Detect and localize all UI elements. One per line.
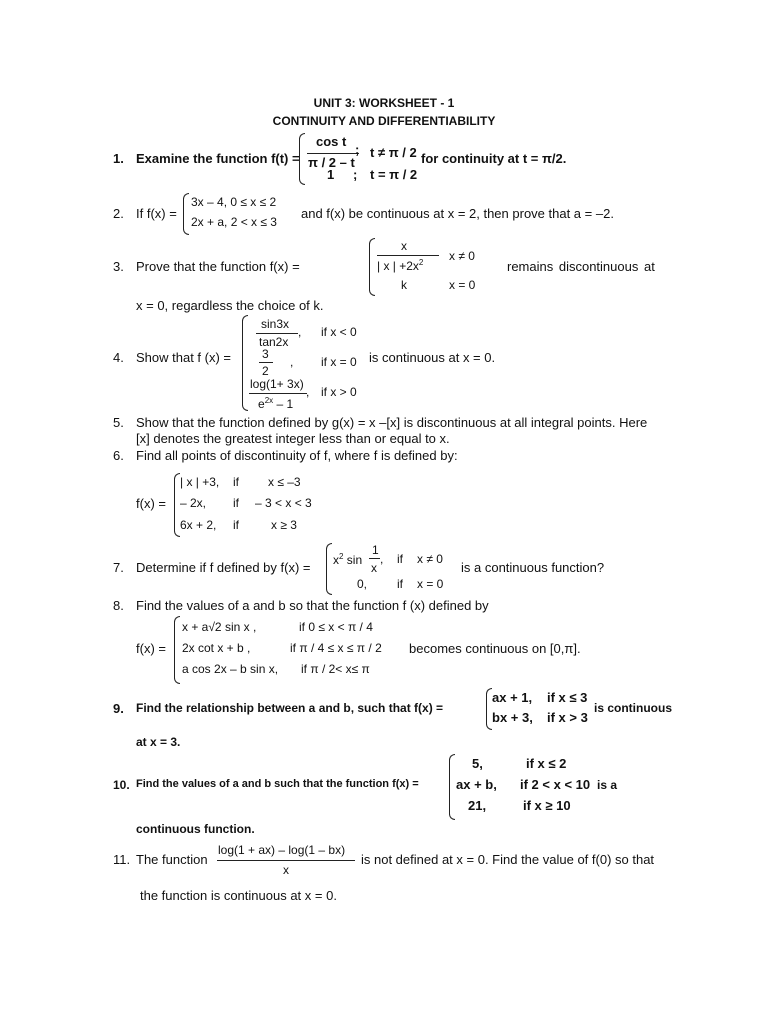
case-condition: if x ≥ 10 [523,798,571,813]
exponent: 2 [418,258,424,267]
fraction-denominator: π / 2 – t [308,155,355,170]
left-brace [449,754,455,820]
question-tail: and f(x) be continuous at x = 2, then prove that a = –2. [301,206,614,221]
question-number: 2. [113,206,124,221]
question-text: Prove that the function f(x) = [136,259,300,274]
case-if: if [397,552,403,566]
fraction-numerator: x [401,239,407,253]
comma: , [306,385,310,399]
worksheet-title: UNIT 3: WORKSHEET - 1 [313,96,455,110]
question-tail: is not defined at x = 0. Find the value of f(0) so that [361,852,655,867]
fraction-numerator: log(1+ 3x) [250,377,304,391]
fraction-bar [217,860,355,861]
case-expression: bx + 3, [492,710,533,725]
exponent: 2x [264,396,274,405]
condition: if x < 0 [321,325,357,339]
function-label: f(x) = [136,641,166,656]
question-line-2: continuous function. [136,822,255,836]
case-expression: x + a√2 sin x , [182,620,257,634]
case-expression: – 2x, [180,496,207,510]
fraction-numerator: 1 [372,543,379,557]
question-number: 11. [113,852,131,867]
case-expression: $x^2$ sin [333,552,363,567]
question-tail: is continuous at x = 0. [369,350,496,365]
condition: t = π / 2 [370,167,418,182]
case-condition: if 2 < x < 10 [520,777,591,792]
case-expression: 21, [468,798,487,813]
question-tail: is continuous [594,701,672,715]
condition: if x = 0 [321,355,357,369]
fraction-denominator: $e^{2x} - 1$ [258,396,294,411]
question-number: 4. [113,350,124,365]
question-number: 7. [113,560,124,575]
question-text: Determine if f defined by f(x) = [136,560,311,575]
question-number: 8. [113,598,124,613]
left-brace [183,193,189,235]
case-condition: if 0 ≤ x < π / 4 [299,620,373,634]
fraction-bar [377,255,439,256]
case-condition: – 3 < x < 3 [255,496,312,510]
question-text: Examine the function f(t) = [136,151,300,166]
comma: , [298,325,302,339]
case-row: 2x + a, 2 < x ≤ 3 [191,215,277,229]
question-number: 6. [113,448,124,463]
case-expression: 2x cot x + b , [182,641,251,655]
comma: , [290,355,294,369]
case-condition: x ≠ 0 [417,552,443,566]
question-text: Find the values of a and b such that the function f(x) = [136,778,419,790]
left-brace [242,315,248,411]
question-tail: for continuity at t = π/2. [421,151,567,166]
fraction-denominator: tan2x [259,335,289,349]
case-expression: ax + b, [456,777,497,792]
left-brace [369,238,375,296]
left-brace [174,616,180,684]
fraction-bar [249,393,307,394]
function-label: f(x) = [136,496,166,511]
condition: x ≠ 0 [449,249,475,263]
exponent: 2 [339,552,344,561]
case-if: if [397,577,403,591]
case-condition: x ≥ 3 [271,518,297,532]
case-row: 3x – 4, 0 ≤ x ≤ 2 [191,195,277,209]
condition: x = 0 [449,278,476,292]
question-text: Show that f (x) = [136,350,232,365]
case-condition: if π / 4 ≤ x ≤ π / 2 [290,641,382,655]
value: 1 [327,167,335,182]
question-number: 1. [113,151,124,166]
case-expression: 0, [357,577,368,591]
case-expression: | x | +3, [180,475,220,489]
separator: ; [353,167,358,182]
case-condition: if x ≤ 2 [526,756,567,771]
question-number: 3. [113,259,124,274]
question-text: Find the relationship between a and b, such that f(x) = [136,701,444,715]
case-expression: ax + 1, [492,690,533,705]
question-number: 10. [113,778,130,792]
question-tail: becomes continuous on [0,π]. [409,641,581,656]
separator: ; [355,142,360,157]
question-number: 5. [113,415,124,430]
question-text: The function [136,852,208,867]
fraction-numerator: log(1 + ax) – log(1 – bx) [218,843,346,857]
fraction-bar [307,153,359,154]
question-tail: remains discontinuous at [507,259,655,274]
fraction-numerator: 3 [262,347,269,361]
question-text: Find all points of discontinuity of f, where f is defined by: [136,448,458,463]
fraction-bar [369,558,380,559]
fraction-numerator: cos t [316,134,347,149]
value: k [401,278,407,292]
case-expression: a cos 2x – b sin x, [182,662,279,676]
fraction-denominator: | x | $+2x^2$ [377,258,424,273]
case-condition: if x ≤ 3 [547,690,588,705]
case-if: if [233,518,239,532]
question-text: If f(x) = [136,206,177,221]
left-brace [326,543,332,595]
fraction-numerator: sin3x [261,317,290,331]
fraction-bar [256,333,298,334]
question-line-2: [x] denotes the greatest integer less than or equal to x. [136,431,450,446]
case-condition: if π / 2< x≤ π [301,662,370,676]
question-number: 9. [113,701,124,716]
case-if: if [233,475,239,489]
condition: if x > 0 [321,385,357,399]
question-tail: is a continuous function? [461,560,605,575]
question-line-1: Show that the function defined by g(x) = x –[x] is discontinuous at all integral points. Here [136,415,648,430]
case-expression: 5, [472,756,483,771]
case-condition: if x > 3 [547,710,588,725]
condition: t ≠ π / 2 [370,145,417,160]
question-line-2: x = 0, regardless the choice of k. [136,298,324,313]
case-expression: 6x + 2, [180,518,217,532]
case-if: if [233,496,239,510]
comma: , [380,552,384,566]
question-tail: is a [597,778,618,792]
case-condition: x ≤ –3 [268,475,301,489]
question-text: Find the values of a and b so that the function f (x) defined by [136,598,489,613]
fraction-denominator: x [371,561,377,575]
case-condition: x = 0 [417,577,444,591]
fraction-bar [259,362,273,363]
fraction-denominator: 2 [262,364,269,378]
question-line-2: at x = 3. [136,735,181,749]
fraction-denominator: x [283,863,289,877]
left-brace [299,133,305,185]
worksheet-subtitle: CONTINUITY AND DIFFERENTIABILITY [272,114,496,128]
question-line-2: the function is continuous at x = 0. [140,888,337,903]
